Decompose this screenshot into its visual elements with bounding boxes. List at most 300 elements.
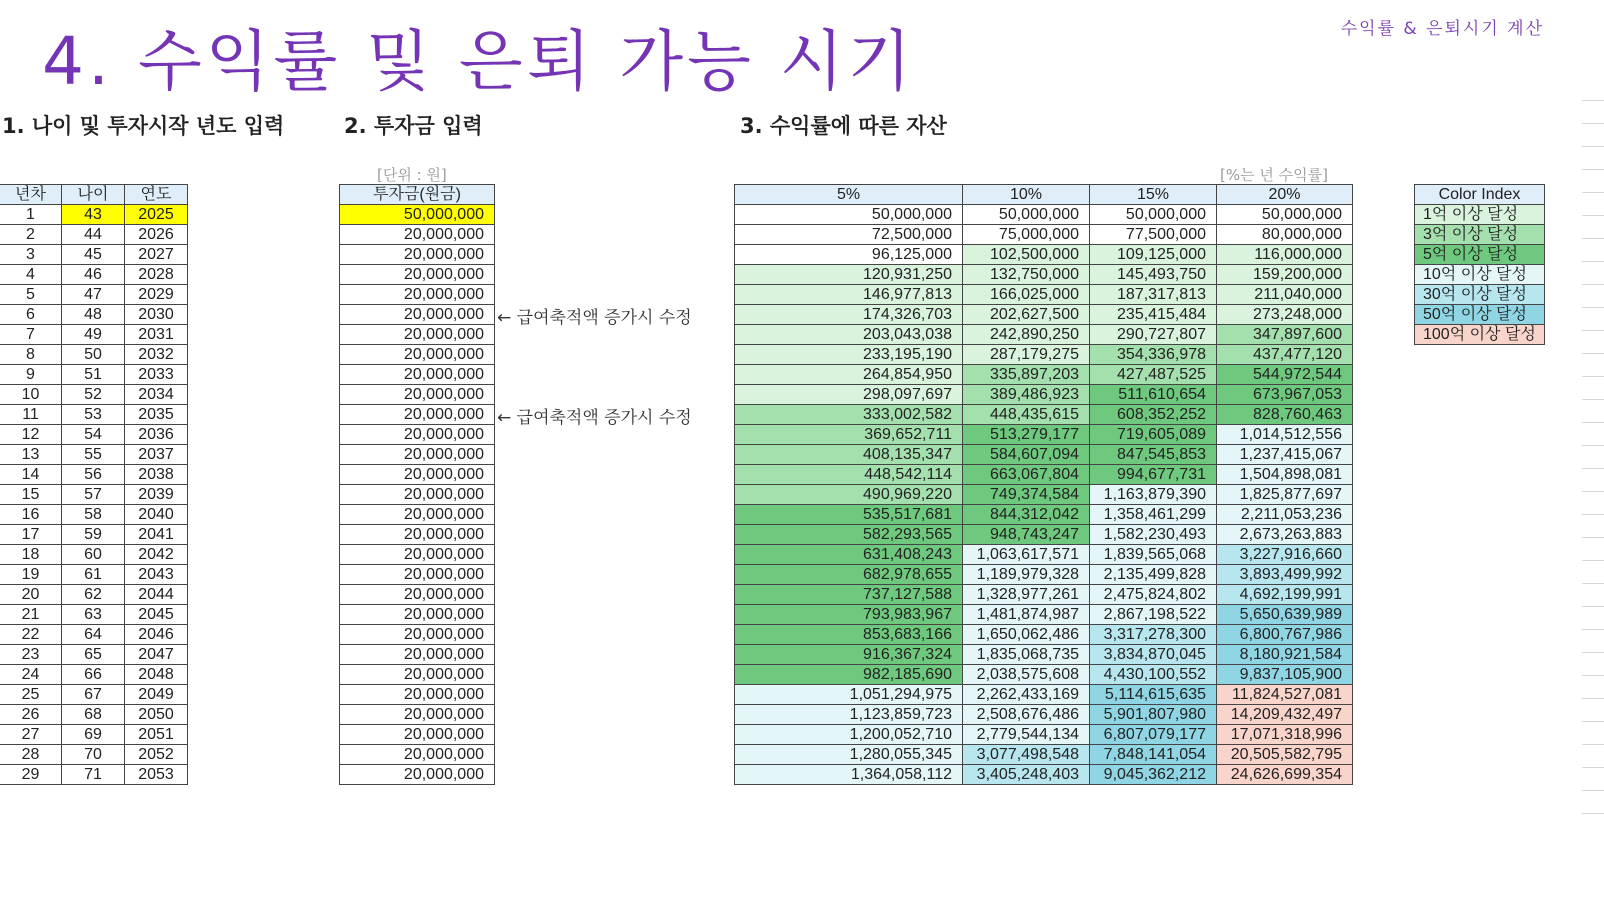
- header-year-index: 년차: [0, 185, 62, 205]
- age-cell: 45: [62, 245, 125, 265]
- principal-cell[interactable]: 20,000,000: [340, 465, 495, 485]
- age-cell: 66: [62, 665, 125, 685]
- asset-cell-rate-10: 287,179,275: [963, 345, 1090, 365]
- year-cell: 2034: [125, 385, 188, 405]
- asset-cell-rate-5: 1,364,058,112: [735, 765, 963, 785]
- asset-cell-rate-10: 242,890,250: [963, 325, 1090, 345]
- asset-cell-rate-15: 109,125,000: [1090, 245, 1217, 265]
- age-cell: 65: [62, 645, 125, 665]
- year-index-cell: 20: [0, 585, 62, 605]
- table-row: [0, 625, 188, 645]
- year-index-cell: 11: [0, 405, 62, 425]
- table-row: [340, 265, 495, 285]
- principal-cell[interactable]: 20,000,000: [340, 705, 495, 725]
- asset-cell-rate-5: 1,280,055,345: [735, 745, 963, 765]
- age-cell: 70: [62, 745, 125, 765]
- table-row: [340, 725, 495, 745]
- asset-cell-rate-5: 982,185,690: [735, 665, 963, 685]
- table-row: [735, 765, 1353, 785]
- asset-cell-rate-5: 298,097,697: [735, 385, 963, 405]
- header-rate-20: 20%: [1217, 185, 1353, 205]
- year-cell: 2036: [125, 425, 188, 445]
- principal-cell[interactable]: 20,000,000: [340, 425, 495, 445]
- asset-cell-rate-15: 1,839,565,068: [1090, 545, 1217, 565]
- year-cell: 2049: [125, 685, 188, 705]
- asset-cell-rate-5: 96,125,000: [735, 245, 963, 265]
- legend-row: [1415, 285, 1545, 305]
- age-cell: 57: [62, 485, 125, 505]
- legend-item: 50억 이상 달성: [1415, 305, 1545, 325]
- asset-cell-rate-20: 1,504,898,081: [1217, 465, 1353, 485]
- year-index-cell: 25: [0, 685, 62, 705]
- table-row: [0, 485, 188, 505]
- table-row: [340, 585, 495, 605]
- asset-cell-rate-20: 347,897,600: [1217, 325, 1353, 345]
- table-row: [735, 505, 1353, 525]
- asset-cell-rate-5: 853,683,166: [735, 625, 963, 645]
- table-row: [340, 665, 495, 685]
- asset-cell-rate-15: 9,045,362,212: [1090, 765, 1217, 785]
- table-row: [340, 365, 495, 385]
- table-row: [735, 565, 1353, 585]
- principal-cell[interactable]: 20,000,000: [340, 485, 495, 505]
- principal-cell[interactable]: 20,000,000: [340, 385, 495, 405]
- table-row: [735, 725, 1353, 745]
- year-index-cell: 28: [0, 745, 62, 765]
- principal-cell[interactable]: 20,000,000: [340, 625, 495, 645]
- table-row: [735, 405, 1353, 425]
- asset-cell-rate-15: 354,336,978: [1090, 345, 1217, 365]
- asset-cell-rate-15: 5,901,807,980: [1090, 705, 1217, 725]
- asset-cell-rate-5: 408,135,347: [735, 445, 963, 465]
- principal-cell[interactable]: 20,000,000: [340, 565, 495, 585]
- principal-cell[interactable]: 20,000,000: [340, 665, 495, 685]
- principal-cell[interactable]: 50,000,000: [340, 205, 495, 225]
- table-row: [340, 685, 495, 705]
- year-cell: 2044: [125, 585, 188, 605]
- table-row: [0, 305, 188, 325]
- principal-cell[interactable]: 20,000,000: [340, 345, 495, 365]
- year-cell: 2035: [125, 405, 188, 425]
- table-row: [735, 525, 1353, 545]
- table-row: [735, 305, 1353, 325]
- asset-cell-rate-5: 535,517,681: [735, 505, 963, 525]
- year-index-cell: 24: [0, 665, 62, 685]
- age-year-table: [0, 184, 188, 785]
- table-row: [735, 485, 1353, 505]
- table-row: [340, 385, 495, 405]
- asset-cell-rate-15: 77,500,000: [1090, 225, 1217, 245]
- year-index-cell: 5: [0, 285, 62, 305]
- asset-cell-rate-20: 1,825,877,697: [1217, 485, 1353, 505]
- year-cell: 2032: [125, 345, 188, 365]
- year-index-cell: 29: [0, 765, 62, 785]
- asset-cell-rate-5: 174,326,703: [735, 305, 963, 325]
- age-cell: 49: [62, 325, 125, 345]
- asset-cell-rate-15: 994,677,731: [1090, 465, 1217, 485]
- table-row: [735, 685, 1353, 705]
- asset-cell-rate-20: 14,209,432,497: [1217, 705, 1353, 725]
- age-cell[interactable]: 43: [62, 205, 125, 225]
- year-cell: 2033: [125, 365, 188, 385]
- table-row: [735, 705, 1353, 725]
- asset-cell-rate-20: 159,200,000: [1217, 265, 1353, 285]
- asset-cell-rate-20: 544,972,544: [1217, 365, 1353, 385]
- table-row: [735, 285, 1353, 305]
- principal-cell[interactable]: 20,000,000: [340, 765, 495, 785]
- asset-cell-rate-10: 663,067,804: [963, 465, 1090, 485]
- principal-cell[interactable]: 20,000,000: [340, 225, 495, 245]
- asset-cell-rate-5: 448,542,114: [735, 465, 963, 485]
- table-row: [340, 325, 495, 345]
- asset-cell-rate-20: 116,000,000: [1217, 245, 1353, 265]
- table-row: [340, 225, 495, 245]
- year-cell: 2038: [125, 465, 188, 485]
- arrow-note-1: ← 급여축적액 증가시 수정: [497, 308, 692, 328]
- table-row: [0, 465, 188, 485]
- asset-cell-rate-10: 1,481,874,987: [963, 605, 1090, 625]
- header-principal: 투자금(원금): [340, 185, 495, 205]
- percent-note: [%는 년 수익률]: [1220, 166, 1328, 184]
- asset-cell-rate-10: 584,607,094: [963, 445, 1090, 465]
- asset-cell-rate-10: 1,650,062,486: [963, 625, 1090, 645]
- asset-cell-rate-5: 120,931,250: [735, 265, 963, 285]
- asset-cell-rate-20: 50,000,000: [1217, 205, 1353, 225]
- table-row: [735, 205, 1353, 225]
- table-row: [0, 565, 188, 585]
- asset-cell-rate-5: 793,983,967: [735, 605, 963, 625]
- principal-cell[interactable]: 20,000,000: [340, 745, 495, 765]
- year-index-cell: 6: [0, 305, 62, 325]
- page-title: 4. 수익률 및 은퇴 가능 시기: [42, 23, 916, 100]
- table-row: [735, 545, 1353, 565]
- year-cell: 2050: [125, 705, 188, 725]
- table-row: [0, 285, 188, 305]
- asset-cell-rate-10: 1,835,068,735: [963, 645, 1090, 665]
- year-cell: 2030: [125, 305, 188, 325]
- asset-cell-rate-5: 264,854,950: [735, 365, 963, 385]
- asset-cell-rate-5: 1,051,294,975: [735, 685, 963, 705]
- asset-cell-rate-15: 50,000,000: [1090, 205, 1217, 225]
- year-cell[interactable]: 2025: [125, 205, 188, 225]
- legend-item: 30억 이상 달성: [1415, 285, 1545, 305]
- age-cell: 69: [62, 725, 125, 745]
- table-row: [340, 625, 495, 645]
- table-row: [0, 745, 188, 765]
- asset-cell-rate-15: 4,430,100,552: [1090, 665, 1217, 685]
- principal-cell[interactable]: 20,000,000: [340, 325, 495, 345]
- year-cell: 2040: [125, 505, 188, 525]
- principal-cell[interactable]: 20,000,000: [340, 445, 495, 465]
- table-row: [0, 205, 188, 225]
- table-row: [340, 605, 495, 625]
- legend-row: [1415, 245, 1545, 265]
- age-cell: 60: [62, 545, 125, 565]
- year-index-cell: 1: [0, 205, 62, 225]
- legend-item: 100억 이상 달성: [1415, 325, 1545, 345]
- principal-cell[interactable]: 20,000,000: [340, 365, 495, 385]
- legend-row: [1415, 325, 1545, 345]
- table-row: [735, 345, 1353, 365]
- age-cell: 46: [62, 265, 125, 285]
- year-cell: 2029: [125, 285, 188, 305]
- year-cell: 2048: [125, 665, 188, 685]
- asset-cell-rate-5: 333,002,582: [735, 405, 963, 425]
- year-cell: 2051: [125, 725, 188, 745]
- asset-cell-rate-10: 166,025,000: [963, 285, 1090, 305]
- asset-cell-rate-15: 145,493,750: [1090, 265, 1217, 285]
- asset-cell-rate-10: 2,038,575,608: [963, 665, 1090, 685]
- year-index-cell: 12: [0, 425, 62, 445]
- asset-cell-rate-10: 75,000,000: [963, 225, 1090, 245]
- asset-cell-rate-20: 2,673,263,883: [1217, 525, 1353, 545]
- table-row: [340, 425, 495, 445]
- year-cell: 2037: [125, 445, 188, 465]
- asset-cell-rate-20: 5,650,639,989: [1217, 605, 1353, 625]
- principal-cell[interactable]: 20,000,000: [340, 505, 495, 525]
- year-index-cell: 18: [0, 545, 62, 565]
- header-color-index: Color Index: [1415, 185, 1545, 205]
- header-year: 연도: [125, 185, 188, 205]
- table-row: [735, 645, 1353, 665]
- asset-cell-rate-10: 749,374,584: [963, 485, 1090, 505]
- asset-cell-rate-5: 146,977,813: [735, 285, 963, 305]
- year-index-cell: 17: [0, 525, 62, 545]
- age-cell: 54: [62, 425, 125, 445]
- table-row: [0, 345, 188, 365]
- table-row: [735, 745, 1353, 765]
- table-row: [0, 505, 188, 525]
- year-index-cell: 8: [0, 345, 62, 365]
- table-row: [0, 245, 188, 265]
- year-cell: 2027: [125, 245, 188, 265]
- asset-cell-rate-15: 1,163,879,390: [1090, 485, 1217, 505]
- returns-table: [734, 184, 1353, 785]
- sheet-edge-lines: [1582, 100, 1604, 836]
- table-row: [735, 265, 1353, 285]
- principal-cell[interactable]: 20,000,000: [340, 525, 495, 545]
- principal-cell[interactable]: 20,000,000: [340, 725, 495, 745]
- table-row: [0, 725, 188, 745]
- year-cell: 2031: [125, 325, 188, 345]
- asset-cell-rate-15: 290,727,807: [1090, 325, 1217, 345]
- table-row: [340, 245, 495, 265]
- table-row: [0, 665, 188, 685]
- age-cell: 56: [62, 465, 125, 485]
- principal-cell[interactable]: 20,000,000: [340, 265, 495, 285]
- legend-item: 10억 이상 달성: [1415, 265, 1545, 285]
- year-index-cell: 19: [0, 565, 62, 585]
- asset-cell-rate-10: 513,279,177: [963, 425, 1090, 445]
- table-row: [340, 445, 495, 465]
- table-row: [340, 645, 495, 665]
- age-cell: 44: [62, 225, 125, 245]
- principal-cell[interactable]: 20,000,000: [340, 285, 495, 305]
- asset-cell-rate-10: 2,262,433,169: [963, 685, 1090, 705]
- year-index-cell: 14: [0, 465, 62, 485]
- age-cell: 52: [62, 385, 125, 405]
- header-rate-5: 5%: [735, 185, 963, 205]
- age-cell: 50: [62, 345, 125, 365]
- table-row: [340, 205, 495, 225]
- asset-cell-rate-15: 608,352,252: [1090, 405, 1217, 425]
- asset-cell-rate-15: 3,317,278,300: [1090, 625, 1217, 645]
- table-row: [735, 385, 1353, 405]
- asset-cell-rate-10: 448,435,615: [963, 405, 1090, 425]
- asset-cell-rate-20: 80,000,000: [1217, 225, 1353, 245]
- unit-note: [단위 : 원]: [377, 166, 447, 184]
- year-index-cell: 26: [0, 705, 62, 725]
- age-cell: 67: [62, 685, 125, 705]
- asset-cell-rate-10: 132,750,000: [963, 265, 1090, 285]
- asset-cell-rate-15: 719,605,089: [1090, 425, 1217, 445]
- year-cell: 2052: [125, 745, 188, 765]
- table-row: [0, 445, 188, 465]
- legend-item: 3억 이상 달성: [1415, 225, 1545, 245]
- asset-cell-rate-20: 273,248,000: [1217, 305, 1353, 325]
- table-row: [340, 565, 495, 585]
- table-row: [340, 525, 495, 545]
- asset-cell-rate-10: 335,897,203: [963, 365, 1090, 385]
- asset-cell-rate-20: 24,626,699,354: [1217, 765, 1353, 785]
- legend-row: [1415, 305, 1545, 325]
- year-cell: 2043: [125, 565, 188, 585]
- asset-cell-rate-10: 2,508,676,486: [963, 705, 1090, 725]
- asset-cell-rate-20: 11,824,527,081: [1217, 685, 1353, 705]
- asset-cell-rate-20: 437,477,120: [1217, 345, 1353, 365]
- table-row: [735, 585, 1353, 605]
- header-rate-10: 10%: [963, 185, 1090, 205]
- year-cell: 2041: [125, 525, 188, 545]
- asset-cell-rate-10: 3,077,498,548: [963, 745, 1090, 765]
- asset-cell-rate-15: 1,582,230,493: [1090, 525, 1217, 545]
- asset-cell-rate-15: 6,807,079,177: [1090, 725, 1217, 745]
- principal-cell[interactable]: 20,000,000: [340, 685, 495, 705]
- asset-cell-rate-10: 389,486,923: [963, 385, 1090, 405]
- age-cell: 53: [62, 405, 125, 425]
- asset-cell-rate-20: 6,800,767,986: [1217, 625, 1353, 645]
- age-cell: 63: [62, 605, 125, 625]
- asset-cell-rate-20: 828,760,463: [1217, 405, 1353, 425]
- asset-cell-rate-5: 1,200,052,710: [735, 725, 963, 745]
- table-row: [340, 405, 495, 425]
- table-row: [0, 425, 188, 445]
- year-index-cell: 23: [0, 645, 62, 665]
- age-cell: 71: [62, 765, 125, 785]
- table-row: [735, 225, 1353, 245]
- age-cell: 61: [62, 565, 125, 585]
- table-row: [0, 545, 188, 565]
- asset-cell-rate-5: 631,408,243: [735, 545, 963, 565]
- table-row: [0, 685, 188, 705]
- table-row: [735, 465, 1353, 485]
- section-title-age: 1. 나이 및 투자시작 년도 입력: [2, 114, 285, 138]
- header-right-title: 수익률 & 은퇴시기 계산: [1340, 19, 1544, 39]
- asset-cell-rate-10: 1,328,977,261: [963, 585, 1090, 605]
- asset-cell-rate-5: 233,195,190: [735, 345, 963, 365]
- year-index-cell: 16: [0, 505, 62, 525]
- header-rate-15: 15%: [1090, 185, 1217, 205]
- legend-row: [1415, 205, 1545, 225]
- age-cell: 64: [62, 625, 125, 645]
- asset-cell-rate-20: 673,967,053: [1217, 385, 1353, 405]
- asset-cell-rate-5: 582,293,565: [735, 525, 963, 545]
- asset-cell-rate-5: 490,969,220: [735, 485, 963, 505]
- year-cell: 2039: [125, 485, 188, 505]
- age-cell: 47: [62, 285, 125, 305]
- asset-cell-rate-20: 211,040,000: [1217, 285, 1353, 305]
- asset-cell-rate-10: 844,312,042: [963, 505, 1090, 525]
- table-row: [340, 285, 495, 305]
- principal-cell[interactable]: 20,000,000: [340, 405, 495, 425]
- asset-cell-rate-10: 2,779,544,134: [963, 725, 1090, 745]
- year-cell: 2046: [125, 625, 188, 645]
- asset-cell-rate-5: 682,978,655: [735, 565, 963, 585]
- table-row: [735, 605, 1353, 625]
- table-row: [0, 705, 188, 725]
- table-row: [340, 745, 495, 765]
- asset-cell-rate-15: 3,834,870,045: [1090, 645, 1217, 665]
- table-row: [0, 385, 188, 405]
- age-cell: 62: [62, 585, 125, 605]
- asset-cell-rate-10: 102,500,000: [963, 245, 1090, 265]
- asset-cell-rate-15: 2,867,198,522: [1090, 605, 1217, 625]
- asset-cell-rate-15: 511,610,654: [1090, 385, 1217, 405]
- year-cell: 2026: [125, 225, 188, 245]
- principal-cell[interactable]: 20,000,000: [340, 305, 495, 325]
- table-row: [340, 305, 495, 325]
- table-row: [735, 365, 1353, 385]
- table-row: [0, 365, 188, 385]
- asset-cell-rate-5: 203,043,038: [735, 325, 963, 345]
- header-age: 나이: [62, 185, 125, 205]
- asset-cell-rate-15: 5,114,615,635: [1090, 685, 1217, 705]
- asset-cell-rate-20: 8,180,921,584: [1217, 645, 1353, 665]
- table-row: [0, 405, 188, 425]
- legend-row: [1415, 265, 1545, 285]
- asset-cell-rate-10: 50,000,000: [963, 205, 1090, 225]
- table-row: [340, 465, 495, 485]
- table-row: [0, 325, 188, 345]
- color-index-table: [1414, 184, 1545, 345]
- year-cell: 2028: [125, 265, 188, 285]
- year-cell: 2053: [125, 765, 188, 785]
- asset-cell-rate-15: 187,317,813: [1090, 285, 1217, 305]
- table-row: [735, 625, 1353, 645]
- table-row: [0, 265, 188, 285]
- table-row: [340, 545, 495, 565]
- year-index-cell: 3: [0, 245, 62, 265]
- principal-cell[interactable]: 20,000,000: [340, 245, 495, 265]
- year-index-cell: 9: [0, 365, 62, 385]
- table-row: [340, 485, 495, 505]
- principal-cell[interactable]: 20,000,000: [340, 645, 495, 665]
- asset-cell-rate-15: 235,415,484: [1090, 305, 1217, 325]
- principal-cell[interactable]: 20,000,000: [340, 585, 495, 605]
- age-cell: 68: [62, 705, 125, 725]
- year-index-cell: 15: [0, 485, 62, 505]
- asset-cell-rate-15: 2,475,824,802: [1090, 585, 1217, 605]
- year-index-cell: 21: [0, 605, 62, 625]
- principal-cell[interactable]: 20,000,000: [340, 605, 495, 625]
- legend-row: [1415, 225, 1545, 245]
- asset-cell-rate-5: 50,000,000: [735, 205, 963, 225]
- principal-cell[interactable]: 20,000,000: [340, 545, 495, 565]
- asset-cell-rate-20: 1,237,415,067: [1217, 445, 1353, 465]
- asset-cell-rate-20: 20,505,582,795: [1217, 745, 1353, 765]
- year-index-cell: 2: [0, 225, 62, 245]
- year-cell: 2042: [125, 545, 188, 565]
